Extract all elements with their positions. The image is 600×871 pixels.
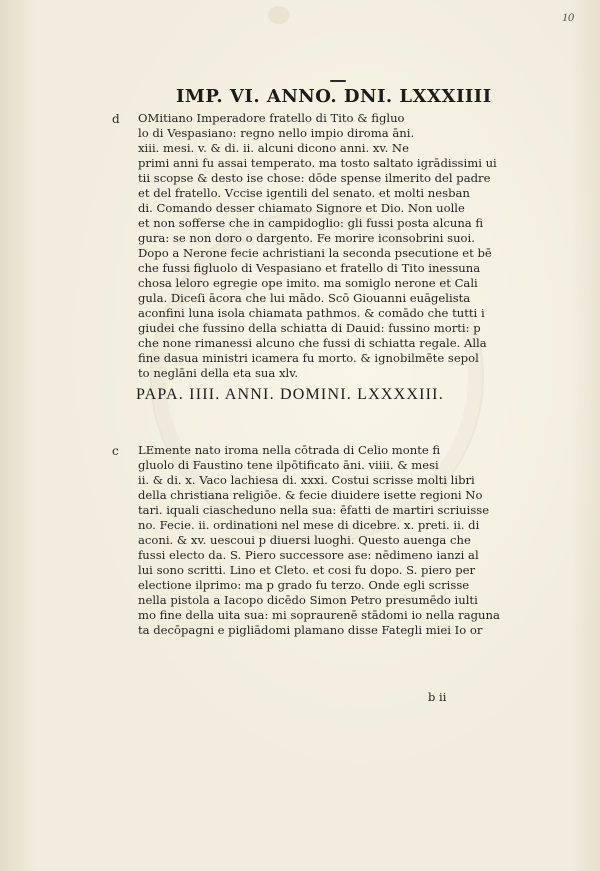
guide-letter-d: d xyxy=(112,112,120,126)
text-line: OMitiano Imperadore fratello di Tito & figluo xyxy=(138,111,405,125)
text-line: to neglāni della eta sua xlv. xyxy=(138,366,299,380)
text-line: chosa leloro egregie ope imito. ma somiglo nerone et Cali xyxy=(138,276,478,290)
text-line: xiii. mesi. v. & di. ii. alcuni dicono anni. xv. Ne xyxy=(138,141,409,155)
text-line: aconfini luna isola chiamata pathmos. & comādo che tutti i xyxy=(138,306,485,320)
text-line: ii. & di. x. Vaco lachiesa di. xxxi. Costui scrisse molti libri xyxy=(138,473,475,487)
text-line: giudei che fussino della schiatta di Dauid: fussino morti: p xyxy=(138,321,481,335)
text-line: gluolo di Faustino tene ilpōtificato āni. viiii. & mesi xyxy=(138,458,439,472)
paper-stain xyxy=(268,6,290,24)
section-title: PAPA. IIII. ANNI. DOMINI. LXXXXIII. xyxy=(136,386,444,403)
text-line: che fussi figluolo di Vespasiano et fratello di Tito inessuna xyxy=(138,261,481,275)
text-line: no. Fecie. ii. ordinationi nel mese di dicebre. x. preti. ii. di xyxy=(138,518,480,532)
text-line: LEmente nato iroma nella cōtrada di Celio monte fi xyxy=(138,443,441,457)
text-line: della christiana religiōe. & fecie diuidere isette regioni No xyxy=(138,488,483,502)
text-line: Dopo a Nerone fecie achristiani la seconda psecutione et bē xyxy=(138,246,492,260)
text-line: mo fine della uita sua: mi sopraurenē stādomi io nella raguna xyxy=(138,608,500,622)
text-line: di. Comando desser chiamato Signore et Dio. Non uolle xyxy=(138,201,465,215)
text-line: primi anni fu assai temperato. ma tosto saltato igrādissimi ui xyxy=(138,156,497,170)
text-line: et non sofferse che in campidoglio: gli fussi posta alcuna fi xyxy=(138,216,484,230)
text-line: fussi electo da. S. Piero successore ase: nēdimeno ianzi al xyxy=(138,548,479,562)
text-line: electione ilprimo: ma p grado fu terzo. Onde egli scrisse xyxy=(138,578,470,592)
text-line: et del fratello. Vccise igentili del senato. et molti nesban xyxy=(138,186,470,200)
text-line: che none rimanessi alcuno che fussi di schiatta regale. Alla xyxy=(138,336,487,350)
text-line: tari. iquali ciascheduno nella sua: ēfatti de martiri scriuisse xyxy=(138,503,490,517)
section2-text xyxy=(138,443,500,638)
text-line: gula. Diceſi ācora che lui mādo. Scō Giouanni euāgelista xyxy=(138,291,471,305)
text-line: lui sono scritti. Lino et Cleto. et cosi fu dopo. S. piero per xyxy=(138,563,476,577)
text-line: lo di Vespasiano: regno nello impio diroma āni. xyxy=(138,126,415,140)
text-line: gura: se non doro o dargento. Fe morire iconsobrini suoi. xyxy=(138,231,475,245)
text-line: fine dasua ministri icamera fu morto. & ignobilmēte sepol xyxy=(138,351,479,365)
abbreviation-mark xyxy=(330,80,346,82)
section1-text xyxy=(138,111,497,381)
running-head: IMP. VI. ANNO. DNI. LXXXIIII xyxy=(176,86,492,107)
text-line: ta decōpagni e pigliādomi plamano disse Fategli miei Io or xyxy=(138,623,483,637)
folio-number: 10 xyxy=(562,10,574,24)
text-line: tii scopse & desto ise chose: dōde spense ilmerito del padre xyxy=(138,171,491,185)
signature-mark: b ii xyxy=(428,690,447,704)
text-line: nella pistola a Iacopo dicēdo Simon Petro presumēdo iulti xyxy=(138,593,478,607)
text-line: aconi. & xv. uescoui p diuersi luoghi. Questo auenga che xyxy=(138,533,471,547)
guide-letter-c: c xyxy=(112,444,119,458)
